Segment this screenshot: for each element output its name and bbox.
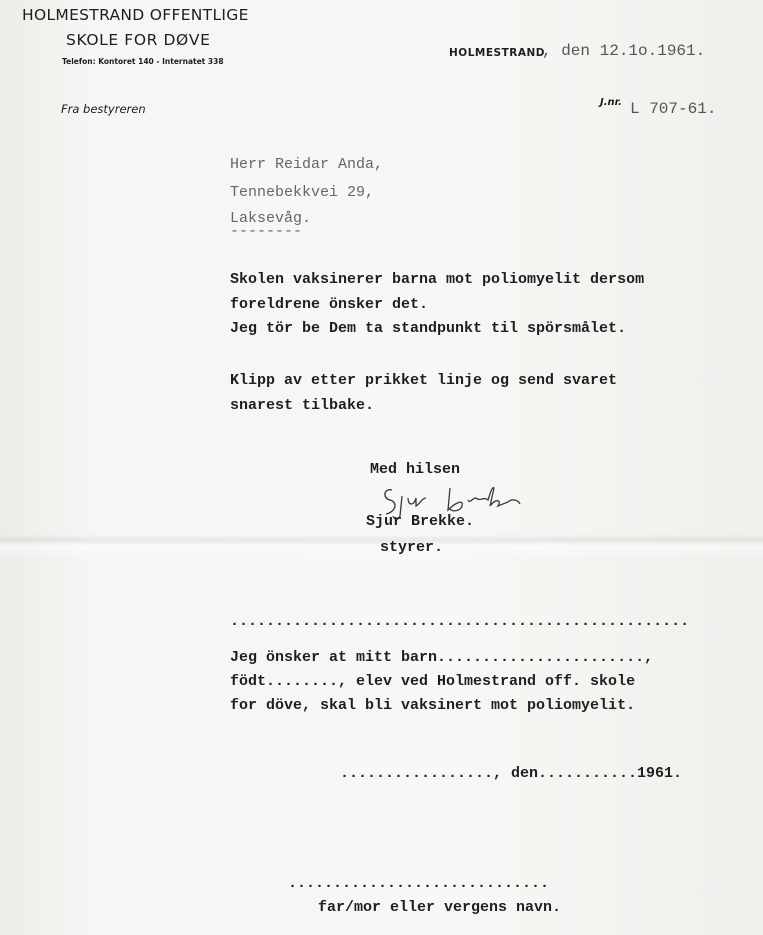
form-line3: for döve, skal bli vaksinert mot poliomyelit. bbox=[230, 697, 636, 714]
form-line2: födt........, elev ved Holmestrand off. skole bbox=[230, 673, 636, 690]
place-name: HOLMESTRAND bbox=[449, 47, 545, 59]
signer-title: styrer. bbox=[380, 539, 444, 556]
form-date-line: ................., den...........1961. bbox=[340, 765, 683, 782]
letter-date: , den 12.1o.1961. bbox=[542, 42, 706, 60]
body-line1: Skolen vaksinerer barna mot poliomyelit dersom bbox=[230, 271, 645, 288]
address-line2: Tennebekkvei 29, bbox=[230, 184, 375, 201]
body-line2: foreldrene önsker det. bbox=[230, 296, 429, 313]
body-line3: Jeg tör be Dem ta standpunkt til spörsmålet. bbox=[230, 320, 627, 337]
body-line5: snarest tilbake. bbox=[230, 397, 375, 414]
form-line1: Jeg önsker at mitt barn......................., bbox=[230, 649, 654, 666]
closing-greeting: Med hilsen bbox=[370, 461, 461, 478]
journal-number-label: J.nr. bbox=[600, 97, 622, 108]
form-signature-caption: far/mor eller vergens navn. bbox=[318, 899, 562, 916]
body-line4: Klipp av etter prikket linje og send svaret bbox=[230, 372, 618, 389]
school-name-line1: HOLMESTRAND OFFENTLIGE bbox=[22, 6, 249, 24]
phone-line: Telefon: Kontoret 140 - Internatet 338 bbox=[62, 57, 224, 66]
school-name-line2: SKOLE FOR DØVE bbox=[66, 31, 211, 49]
form-signature-line: ............................. bbox=[288, 875, 550, 892]
address-underline: -------- bbox=[230, 223, 303, 240]
journal-number: L 707-61. bbox=[630, 100, 717, 118]
address-line3: Laksevåg. bbox=[230, 210, 312, 227]
from-line: Fra bestyreren bbox=[61, 102, 146, 116]
signer-name: Sjur Brekke. bbox=[366, 513, 475, 530]
cut-line: ................................................... bbox=[230, 613, 690, 630]
address-line1: Herr Reidar Anda, bbox=[230, 156, 384, 173]
